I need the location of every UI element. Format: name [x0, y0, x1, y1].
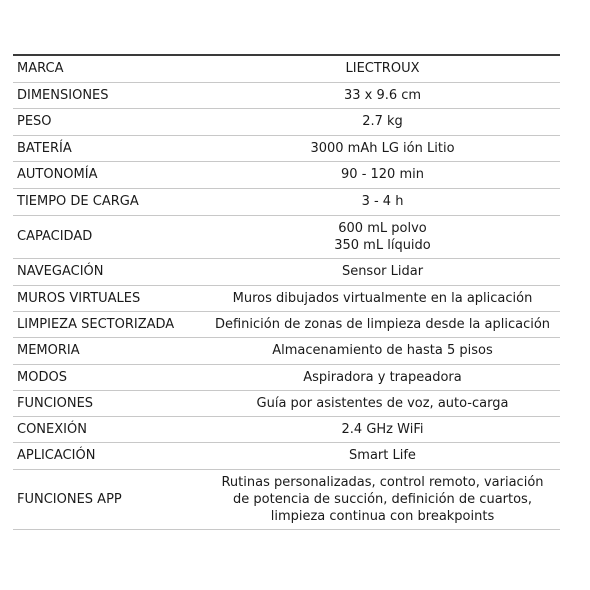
spec-row	[13, 258, 560, 285]
spec-value-line: 2.7 kg	[362, 114, 403, 129]
spec-row	[13, 442, 560, 469]
spec-label: AUTONOMÍA	[13, 161, 205, 188]
spec-value	[205, 188, 560, 215]
spec-value	[205, 416, 560, 442]
spec-value-line: Sensor Lidar	[341, 264, 424, 279]
spec-value	[205, 161, 560, 188]
spec-table	[13, 54, 560, 530]
spec-row	[13, 390, 560, 416]
spec-label: TIEMPO DE CARGA	[13, 188, 205, 215]
spec-value-line: 90 - 120 min	[341, 167, 424, 182]
spec-label: CONEXIÓN	[13, 416, 205, 442]
spec-label: MARCA	[13, 55, 205, 82]
spec-value-line: 3000 mAh LG ión Litio	[310, 140, 455, 156]
spec-row	[13, 337, 560, 364]
spec-value	[205, 55, 560, 82]
spec-value	[205, 285, 560, 311]
spec-table-body	[13, 55, 560, 529]
spec-value-line: 2.4 GHz WiFi	[341, 421, 424, 437]
spec-label: FUNCIONES APP	[13, 469, 205, 529]
spec-value-line: 600 mL polvo	[338, 220, 427, 236]
spec-label: CAPACIDAD	[13, 215, 205, 258]
spec-value-line: Definición de zonas de limpieza desde la aplicación	[214, 316, 551, 332]
spec-value-line: 33 x 9.6 cm	[343, 87, 422, 103]
spec-label: LIMPIEZA SECTORIZADA	[13, 311, 205, 337]
spec-label: MODOS	[13, 364, 205, 390]
spec-value-line: Smart Life	[349, 448, 416, 463]
spec-row	[13, 469, 560, 529]
spec-value-line: Muros dibujados virtualmente en la aplicación	[232, 290, 533, 306]
spec-value	[205, 364, 560, 390]
spec-row	[13, 364, 560, 390]
spec-value	[205, 311, 560, 337]
spec-label: PESO	[13, 108, 205, 135]
spec-row	[13, 285, 560, 311]
spec-label: BATERÍA	[13, 135, 205, 161]
spec-value	[205, 442, 560, 469]
spec-row	[13, 135, 560, 161]
spec-value	[205, 337, 560, 364]
spec-value	[205, 390, 560, 416]
spec-value	[205, 82, 560, 108]
spec-label: MUROS VIRTUALES	[13, 285, 205, 311]
spec-value-line: de potencia de succión, definición de cuartos,	[233, 491, 532, 507]
spec-value	[205, 108, 560, 135]
spec-row	[13, 416, 560, 442]
spec-value-line: Almacenamiento de hasta 5 pisos	[272, 343, 493, 358]
spec-row	[13, 311, 560, 337]
spec-row	[13, 55, 560, 82]
spec-label: DIMENSIONES	[13, 82, 205, 108]
spec-value-line: LIECTROUX	[345, 61, 420, 77]
spec-value	[205, 469, 560, 529]
spec-label: FUNCIONES	[13, 390, 205, 416]
spec-value	[205, 215, 560, 258]
spec-row	[13, 215, 560, 258]
spec-value	[205, 135, 560, 161]
spec-label: MEMORIA	[13, 337, 205, 364]
spec-row	[13, 188, 560, 215]
spec-value-line: 350 mL líquido	[334, 237, 431, 253]
spec-label: APLICACIÓN	[13, 442, 205, 469]
spec-row	[13, 108, 560, 135]
spec-value-line: Guía por asistentes de voz, auto-carga	[256, 395, 509, 411]
spec-value-line: Rutinas personalizadas, control remoto, variación	[221, 474, 544, 490]
spec-label: NAVEGACIÓN	[13, 258, 205, 285]
spec-value-line: Aspiradora y trapeadora	[303, 369, 462, 385]
spec-row	[13, 161, 560, 188]
spec-value-line: 3 - 4 h	[361, 194, 404, 209]
spec-value-line: limpieza continua con breakpoints	[270, 508, 495, 524]
spec-row	[13, 82, 560, 108]
spec-value	[205, 258, 560, 285]
